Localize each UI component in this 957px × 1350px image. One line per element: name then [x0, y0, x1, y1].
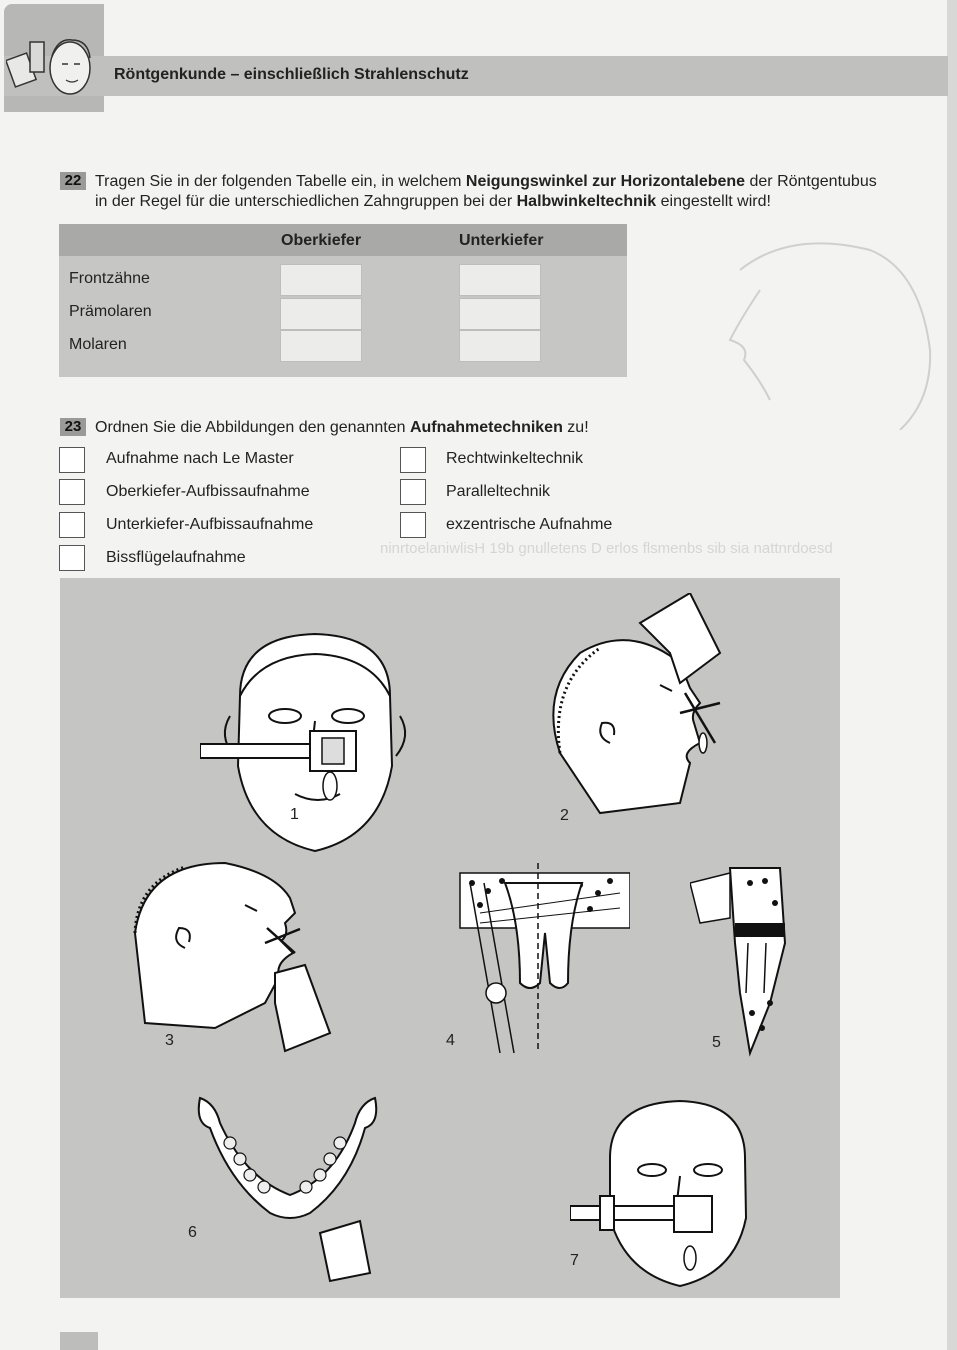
figure-label-3: 3 [165, 1032, 174, 1049]
checkbox-le-master[interactable] [59, 447, 85, 473]
bleed-through-text: ninrtoelaniwlisH 19b gnulletens D erlos flsmenbs sib sia nattnrdoesd [380, 540, 833, 557]
figure-4-tooth-section-drawing [450, 863, 630, 1063]
checkbox-rechtwinkel[interactable] [400, 447, 426, 473]
figure-3-profile-drawing [125, 853, 355, 1053]
answer-cell-uk-praemolar[interactable] [459, 298, 541, 330]
xray-head-logo-icon [6, 22, 100, 100]
checkbox-parallel[interactable] [400, 479, 426, 505]
figure-label-1: 1 [290, 806, 299, 823]
answer-cell-ok-praemolar[interactable] [280, 298, 362, 330]
footer-tab [60, 1332, 98, 1350]
answer-cell-uk-front[interactable] [459, 264, 541, 296]
row-label-frontzaehne: Frontzähne [69, 270, 150, 287]
option-bissfluegel: Bissflügelaufnahme [106, 549, 246, 566]
figure-label-2: 2 [560, 807, 569, 824]
column-header-oberkiefer: Oberkiefer [281, 232, 362, 249]
figure-6-mandible-drawing [190, 1083, 390, 1283]
angle-table [59, 224, 627, 377]
row-label-molaren: Molaren [69, 336, 127, 353]
checkbox-bissfluegel[interactable] [59, 545, 85, 571]
task22-line1: Tragen Sie in der folgenden Tabelle ein, in welchem Neigungswinkel zur Horizontalebene der Röntgentubus [95, 173, 877, 190]
answer-cell-ok-front[interactable] [280, 264, 362, 296]
figure-label-4: 4 [446, 1032, 455, 1049]
option-uk-aufbiss: Unterkiefer-Aufbissaufnahme [106, 516, 314, 533]
checkbox-uk-aufbiss[interactable] [59, 512, 85, 538]
option-le-master: Aufnahme nach Le Master [106, 450, 294, 467]
option-parallel: Paralleltechnik [446, 483, 551, 500]
column-header-unterkiefer: Unterkiefer [459, 232, 544, 249]
illustration-panel [60, 578, 840, 1298]
task-number-22: 22 [60, 172, 86, 190]
figure-label-7: 7 [570, 1252, 579, 1269]
task23-text: Ordnen Sie die Abbildungen den genannten Aufnahmetechniken zu! [95, 419, 589, 436]
checkbox-ok-aufbiss[interactable] [59, 479, 85, 505]
figure-label-5: 5 [712, 1034, 721, 1051]
figure-label-6: 6 [188, 1224, 197, 1241]
figure-7-frontal-face-drawing [570, 1098, 770, 1288]
figure-1-frontal-face-drawing [200, 626, 440, 866]
option-exzentrisch: exzentrische Aufnahme [446, 516, 613, 533]
figure-2-profile-drawing [540, 593, 740, 823]
answer-cell-ok-molar[interactable] [280, 330, 362, 362]
option-ok-aufbiss: Oberkiefer-Aufbissaufnahme [106, 483, 310, 500]
checkbox-exzentrisch[interactable] [400, 512, 426, 538]
bleed-through-profile-drawing [700, 230, 940, 430]
task22-line2: in der Regel für die unterschiedlichen Zahngruppen bei der Halbwinkeltechnik eingestellt wird! [95, 193, 771, 210]
figure-5-tooth-sagittal-drawing [690, 863, 800, 1063]
answer-cell-uk-molar[interactable] [459, 330, 541, 362]
row-label-praemolaren: Prämolaren [69, 303, 152, 320]
option-rechtwinkel: Rechtwinkeltechnik [446, 450, 583, 467]
page-header-title: Röntgenkunde – einschließlich Strahlenschutz [114, 66, 469, 83]
task-number-23: 23 [60, 418, 86, 436]
